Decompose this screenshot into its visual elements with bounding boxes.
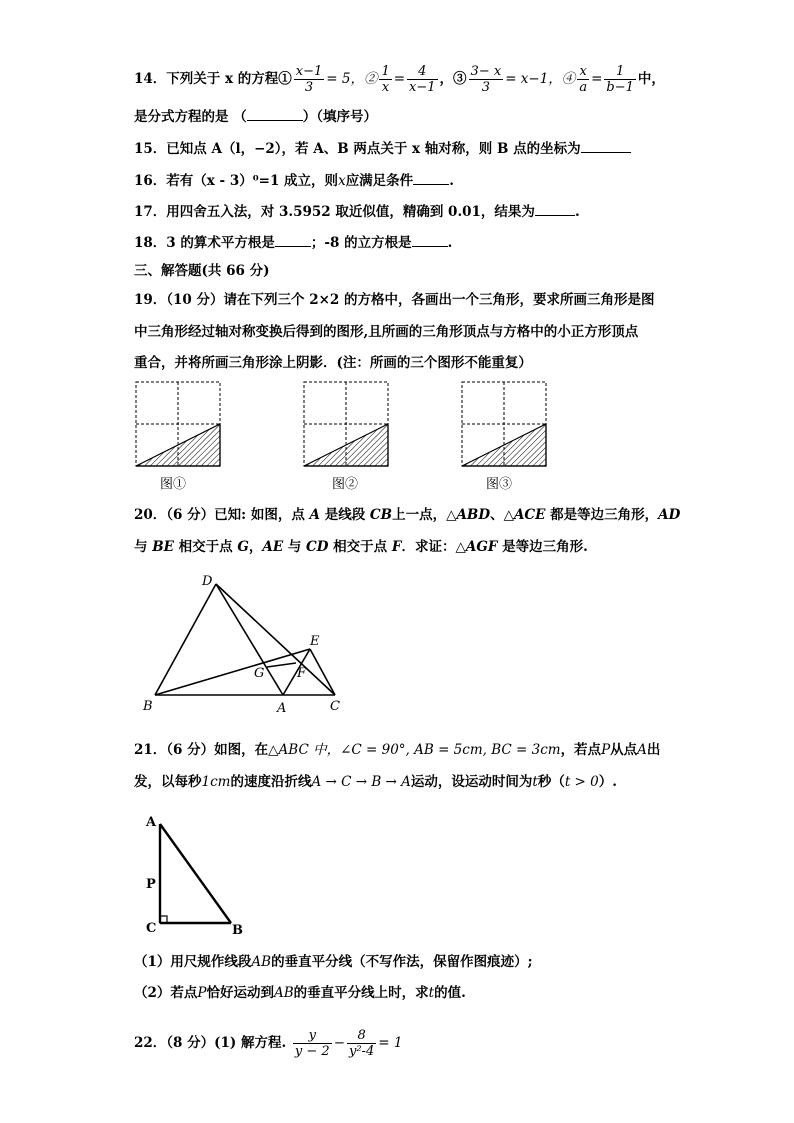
q14-frac3 [407,64,438,95]
q21-t-condition: t > 0 [564,774,599,790]
label-P: P [146,877,156,892]
q22-minus: − [333,1035,345,1051]
q14-frac5 [577,64,589,95]
label-F: F [297,666,307,681]
grid-2 [304,382,388,466]
q20-l1-a: 20．（6 分）已知: 如图，点 [134,507,305,523]
q20-var-A: A [309,507,321,523]
q21-sub1-a: （1）用尺规作线段 [134,954,252,970]
q18-text-b: ；-8 的立方根是 [310,235,412,251]
q20-l2-b: 相交于点 [178,539,233,555]
q14-frac2-den: x [381,80,390,95]
q21-l1-d: 出 [646,742,661,758]
q21-l2-d: 秒（ [537,774,565,790]
q14-line2-b: ）（填序号） [302,109,377,125]
q20-l2-e: 相交于点 [333,539,388,555]
q21-sub2-t: t [428,985,435,1001]
q21-l2-e: ）. [598,774,617,790]
q21-sub1-b: 的垂直平分线（不写作法，保留作图痕迹）; [271,954,533,970]
label-B: B [232,923,243,938]
q14-frac2-num: 1 [381,64,390,79]
q14-frac5-num: x [577,64,589,80]
q21-var-P: P [601,742,611,758]
q14-frac3-num: 4 [407,64,438,80]
q17-end: . [574,204,580,220]
q17-line [134,201,580,222]
q16-line [134,170,454,191]
q21-l2-c: 运动，设运动时间为 [410,774,533,790]
q14-eq2-sign: = [393,71,406,87]
q14-eq4-sign: = [591,71,603,87]
q20-l2-d: 与 [287,539,302,555]
q17-text: 17．用四舍五入法，对 3.5952 取近似值，精确到 0.01，结果为 [134,204,535,220]
q21-var-t: t [532,774,538,790]
q20-var-CD: CD [306,539,329,555]
q21-sub2-d: 的值. [434,985,466,1001]
q20-tri-ACE: △ACE [503,507,546,523]
q21-sub2 [134,983,466,1003]
q22-rhs: = 1 [378,1035,403,1051]
q18-end: . [447,235,453,251]
q14-frac6-den: b−1 [606,80,634,95]
q20-l1-c: 上一点， [392,507,447,523]
q14-frac6 [604,64,636,95]
q14-frac3-den: x−1 [409,80,436,95]
q18-text-a: 18．3 的算术平方根是 [134,235,275,251]
q16-var-x: x [338,173,346,189]
label-C: C [330,699,340,714]
q20-var-G: G [237,539,249,555]
q20-l1-b: 是线段 [324,507,366,523]
label-A: A [146,815,157,830]
q16-end: . [449,173,454,189]
q14-number: 14． [134,71,167,87]
q19-line2: 中三角形经过轴对称变换后得到的图形,且所画的三角形顶点与方格中的小正方形顶点 [134,324,639,340]
q14-line2 [134,106,377,127]
q20-l1-d: 都是等边三角形， [550,507,659,523]
grid-3-triangle [462,424,546,466]
q21-sub2-c: 的垂直平分线上时，求 [293,985,429,1001]
q21-l2-b: 的速度沿折线 [230,774,312,790]
segment-EC [310,649,335,695]
q21-condition: △ABC 中，∠C = 90°, AB = 5cm, BC = 3cm [268,742,561,758]
label-E: E [310,634,320,649]
q21-line2 [134,772,617,792]
q14-tail: 中， [637,71,665,87]
q14-frac6-num: 1 [604,64,636,80]
grid-3 [462,382,546,466]
q20-l2-c: ， [248,539,263,555]
label-D: D [202,574,213,589]
q19-line3: 重合，并将所画三角形涂上阴影．(注：所画的三个图形不能重复） [134,355,532,371]
q20-tri-AGF: △AGF [455,539,498,555]
label-B: B [143,699,153,714]
q22-text: 22．（8 分）(1) 解方程. [134,1035,287,1051]
q14-sep3: ，③ [439,71,467,87]
q21-l1-b: ，若点 [560,742,602,758]
q15-text: 15．已知点 A（l，−2），若 A、B 两点关于 x 轴对称，则 B 点的坐标为 [134,141,581,157]
q16-text-b: 应满足条件 [345,173,414,189]
q21-sub2-b: 恰好运动到 [206,985,274,1001]
q22-frac1 [293,1028,332,1059]
q15-answer-blank[interactable] [581,138,631,153]
q20-var-CB: CB [369,507,393,523]
q21-line1 [134,740,660,760]
q17-answer-blank[interactable] [535,201,575,216]
q22-frac1-den: y − 2 [294,1044,330,1059]
q20-line2 [134,537,588,557]
grid-3-caption: 图③ [486,477,513,492]
grid-1 [136,382,220,466]
q20-figure [140,570,360,715]
q14-frac5-den: a [579,80,588,95]
segment-DA [216,584,283,695]
q21-speed: 1cm [201,774,231,790]
q20-line1 [134,505,680,525]
q21-figure [140,808,250,938]
q14-frac4-den: 3 [481,80,490,95]
q20-var-AE: AE [262,539,284,555]
q14-frac2 [379,64,391,95]
q14-frac4 [469,64,504,95]
q15-line [134,138,631,159]
q21-sub1-AB: AB [251,954,272,970]
grid-2-caption: 图② [332,477,359,492]
q21-l1-c: 从点 [610,742,638,758]
q21-sub1 [134,952,533,972]
label-G: G [254,666,265,681]
q20-l2-f: ．求证： [401,539,456,555]
q14-frac1-num: x−1 [295,64,323,79]
segment-BD [155,584,216,695]
q19-line1: 19．（10 分）请在下列三个 2×2 的方格中，各画出一个三角形，要求所画三角形是图 [134,292,655,308]
q20-var-F: F [391,539,402,555]
q22-frac1-num: y [293,1028,332,1044]
q21-var-A: A [637,742,647,758]
q21-path: A → C → B → A [311,774,411,790]
segment-GF [267,663,296,667]
q21-l2-a: 发，以每秒 [134,774,202,790]
q14-answer-blank[interactable] [247,106,303,121]
grid-2-triangle [304,424,388,466]
q20-l2-a: 与 [134,539,148,555]
q14-line2-a: 是分式方程的是 （ [134,109,247,125]
q22-frac2 [347,1028,376,1059]
q14-frac1-den: 3 [304,80,314,95]
q20-var-BE: BE [152,539,174,555]
grid-1-caption: 图① [160,477,187,492]
q14-frac1 [294,64,325,95]
q20-l2-g: 是等边三角形. [502,539,588,555]
label-A: A [277,701,287,715]
q18-line [134,232,452,253]
q14-text: 下列关于 x 的方程① [166,71,292,87]
q16-text-a: 16．若有（x - 3）⁰=1 成立，则 [134,173,339,189]
q14-eq3-rhs: = x−1，④ [505,71,576,87]
q20-tri-ABD: △ABD [446,507,491,523]
q21-sub2-a: （2）若点 [134,985,198,1001]
segment-AB [160,824,231,923]
q14-frac4-num: 3− x [470,64,502,79]
q20-var-AD: AD [658,507,681,523]
q18-answer-blank-2[interactable] [412,232,448,247]
q22-frac2-den: y²-4 [349,1044,375,1059]
q21-sub2-P: P [197,985,207,1001]
q18-answer-blank-1[interactable] [275,232,311,247]
q22-frac2-num: 8 [347,1028,376,1044]
q22-line [134,1028,402,1059]
section-3-heading: 三、解答题(共 66 分) [134,263,270,279]
grid-1-triangle [136,424,220,466]
label-C: C [146,921,157,936]
q21-l1-a: 21．（6 分）如图，在 [134,742,269,758]
q20-sep: 、 [490,507,504,523]
q14-line1 [134,64,665,95]
q16-answer-blank[interactable] [413,170,449,185]
q21-sub2-AB: AB [274,985,294,1001]
q14-eq1-rhs: = 5，② [326,71,378,87]
